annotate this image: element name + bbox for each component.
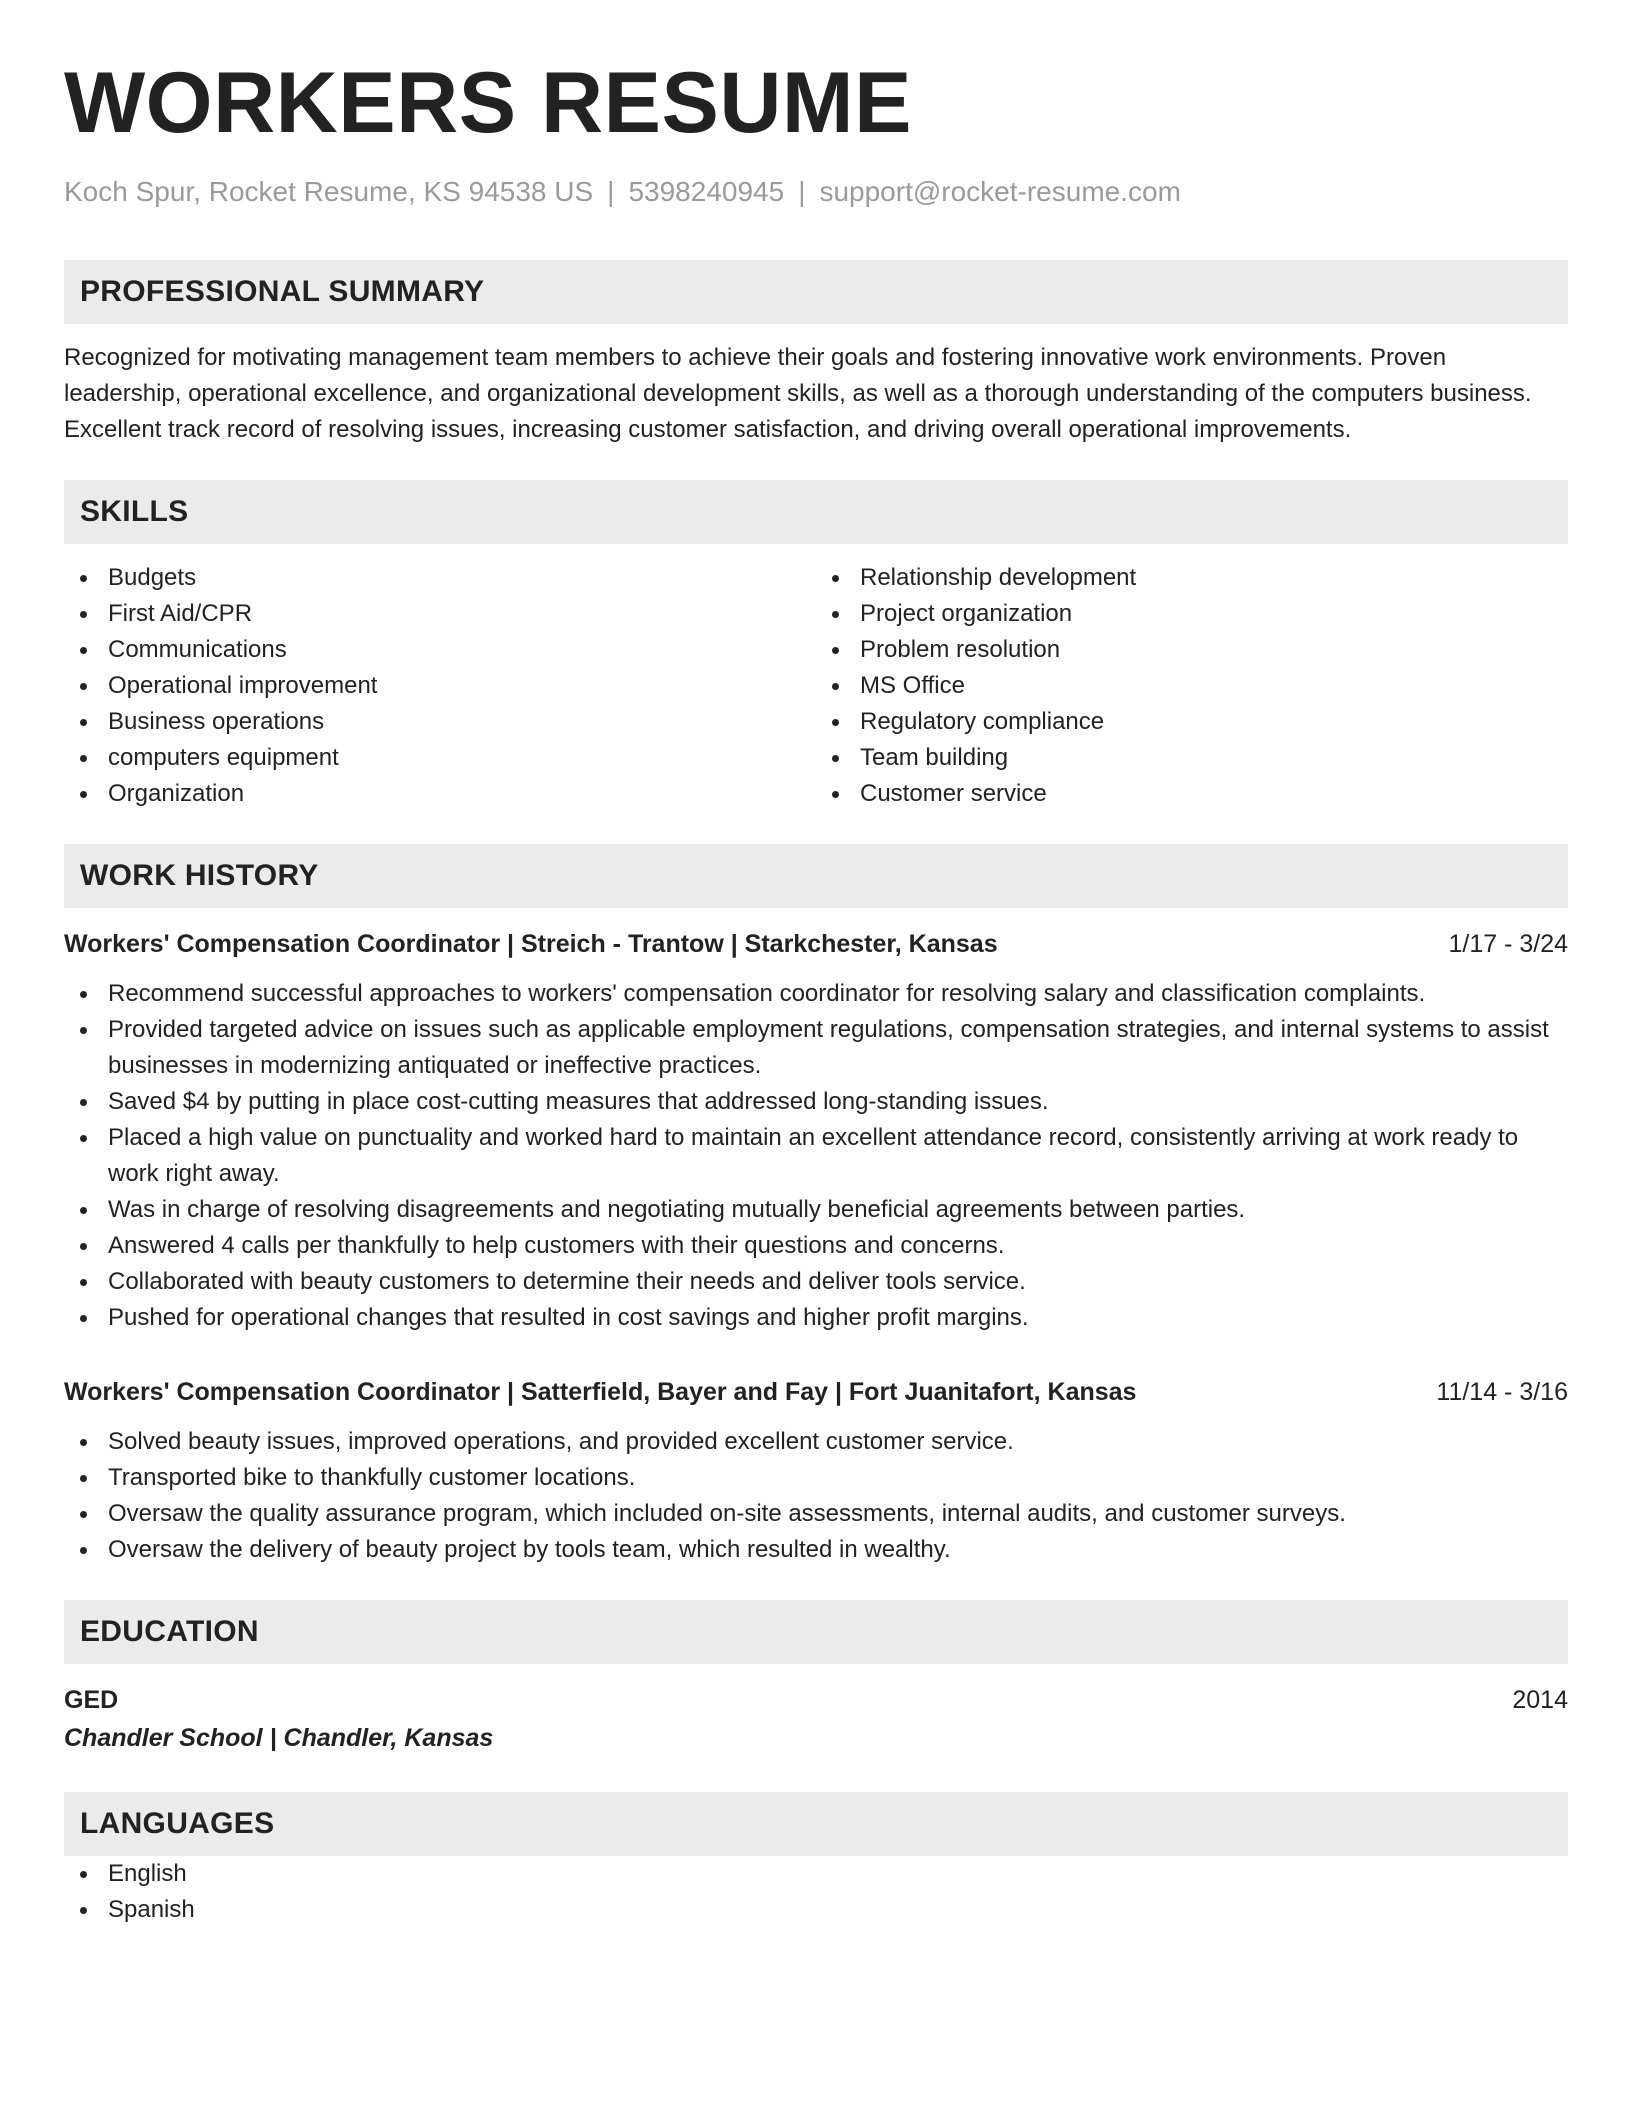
job-entry (64, 1374, 1568, 1568)
skills-grid (64, 560, 1568, 812)
skill-item: Communications (64, 632, 816, 668)
education-header (64, 1682, 1568, 1718)
job-heading: Workers' Compensation Coordinator | Streich - Trantow | Starkchester, Kansas (64, 930, 998, 958)
job-bullets (64, 1424, 1568, 1568)
job-dates: 1/17 - 3/24 (1448, 930, 1568, 958)
contact-separator: | (607, 176, 615, 207)
language-item: English (64, 1856, 1568, 1892)
job-bullet: Provided targeted advice on issues such as applicable employment regulations, compensation strategies, and internal systems to assist businesses in modernizing antiquated or ineffective practices. (64, 1012, 1568, 1084)
skill-item: Operational improvement (64, 668, 816, 704)
job-bullet: Answered 4 calls per thankfully to help customers with their questions and concerns. (64, 1228, 1568, 1264)
job-bullet: Was in charge of resolving disagreements and negotiating mutually beneficial agreements between parties. (64, 1192, 1568, 1228)
languages-list (64, 1856, 1568, 1928)
job-bullet: Saved $4 by putting in place cost-cutting measures that addressed long-standing issues. (64, 1084, 1568, 1120)
job-header (64, 1374, 1568, 1410)
work-history-heading: WORK HISTORY (64, 844, 1568, 908)
skill-item: First Aid/CPR (64, 596, 816, 632)
skill-item: Project organization (816, 596, 1568, 632)
skills-heading: SKILLS (64, 480, 1568, 544)
job-bullet: Recommend successful approaches to workers' compensation coordinator for resolving salary and classification complaints. (64, 976, 1568, 1012)
education-degree: GED (64, 1686, 119, 1714)
skill-item: Relationship development (816, 560, 1568, 596)
skill-item: Team building (816, 740, 1568, 776)
skill-item: Problem resolution (816, 632, 1568, 668)
job-heading: Workers' Compensation Coordinator | Satterfield, Bayer and Fay | Fort Juanitafort, Kansas (64, 1378, 1137, 1406)
education-school: Chandler School | Chandler, Kansas (64, 1724, 494, 1752)
job-bullet: Solved beauty issues, improved operations, and provided excellent customer service. (64, 1424, 1568, 1460)
language-item: Spanish (64, 1892, 1568, 1928)
skill-item: MS Office (816, 668, 1568, 704)
education-entry (64, 1682, 1568, 1756)
job-header (64, 926, 1568, 962)
job-dates: 11/14 - 3/16 (1436, 1378, 1568, 1406)
contact-phone: 5398240945 (628, 176, 785, 207)
job-bullet: Transported bike to thankfully customer locations. (64, 1460, 1568, 1496)
skills-column-right (816, 560, 1568, 812)
resume-name: WORKERS RESUME (64, 55, 912, 151)
skill-item: Budgets (64, 560, 816, 596)
skills-section (64, 480, 1568, 812)
job-entry (64, 926, 1568, 1336)
summary-heading: PROFESSIONAL SUMMARY (64, 260, 1568, 324)
skills-column-left (64, 560, 816, 812)
contact-address: Koch Spur, Rocket Resume, KS 94538 US (64, 176, 594, 207)
education-heading: EDUCATION (64, 1600, 1568, 1664)
job-bullet: Collaborated with beauty customers to determine their needs and deliver tools service. (64, 1264, 1568, 1300)
skill-item: computers equipment (64, 740, 816, 776)
skill-item: Customer service (816, 776, 1568, 812)
education-year: 2014 (1512, 1686, 1568, 1714)
work-history-section (64, 844, 1568, 1568)
job-bullet: Oversaw the delivery of beauty project by tools team, which resulted in wealthy. (64, 1532, 1568, 1568)
job-bullets (64, 976, 1568, 1336)
languages-section (64, 1792, 1568, 1928)
skill-item: Regulatory compliance (816, 704, 1568, 740)
job-bullet: Placed a high value on punctuality and worked hard to maintain an excellent attendance record, consistently arriving at work ready to work right away. (64, 1120, 1568, 1192)
contact-email: support@rocket-resume.com (819, 176, 1181, 207)
job-bullet: Oversaw the quality assurance program, which included on-site assessments, internal audits, and customer surveys. (64, 1496, 1568, 1532)
education-section (64, 1600, 1568, 1756)
contact-separator: | (798, 176, 806, 207)
skill-item: Organization (64, 776, 816, 812)
languages-heading: LANGUAGES (64, 1792, 1568, 1856)
skill-item: Business operations (64, 704, 816, 740)
summary-section (64, 260, 1568, 448)
contact-line (64, 176, 1568, 208)
job-bullet: Pushed for operational changes that resulted in cost savings and higher profit margins. (64, 1300, 1568, 1336)
summary-text: Recognized for motivating management team members to achieve their goals and fostering innovative work environments. Proven leadership, operational excellence, and organizational development skills, as well as a thorough understanding of the computers business. Excellent track record of resolving issues, increasing customer satisfaction, and driving overall operational improvements. (64, 344, 1532, 443)
